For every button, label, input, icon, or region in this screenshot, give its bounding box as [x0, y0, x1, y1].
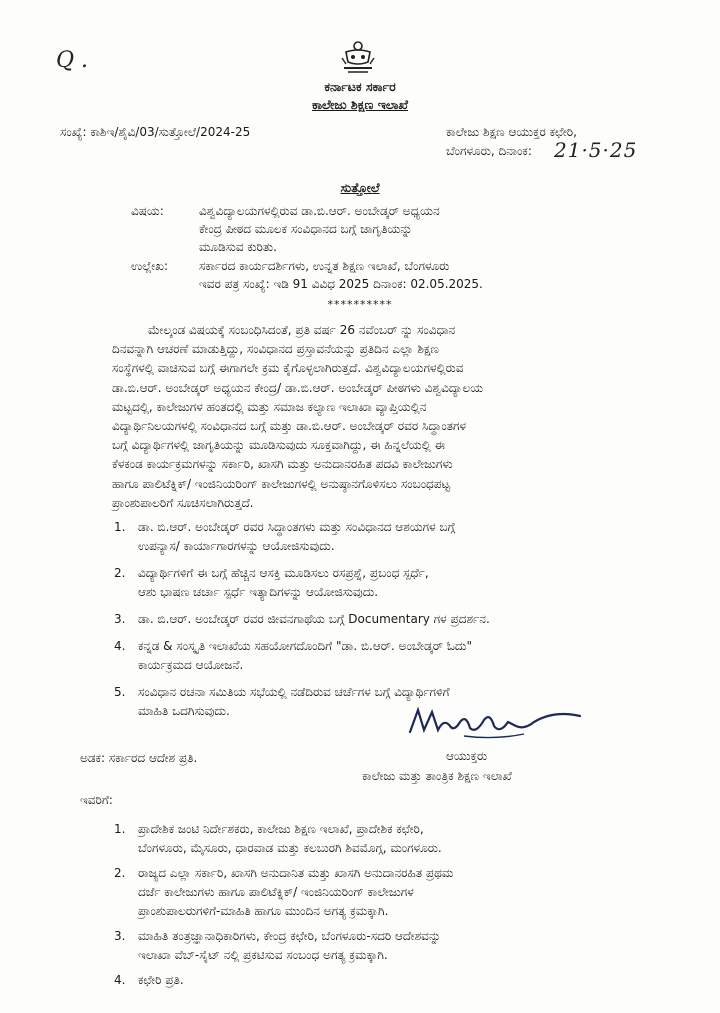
program-item-text: ಡಾ. ಬಿ.ಆರ್. ಅಂಬೇಡ್ಕರ್ ರವರ ಜೀವನಗಾಥೆಯ ಬಗ್ಗೆ Documentary ಗಳ ಪ್ರದರ್ಶನ.	[138, 612, 490, 626]
recipient-item-number: 1.	[114, 822, 126, 836]
body-line: ವಿದ್ಯಾರ್ಥಿನಿಲಯಗಳಲ್ಲಿ ಸಂವಿಧಾನದ ಬಗ್ಗೆ ಮತ್ತು ಡಾ.ಬಿ.ಆರ್. ಅಂಬೇಡ್ಕರ್ ರವರ ಸಿದ್ಧಾಂತಗಳ	[112, 419, 466, 433]
program-item-number: 3.	[114, 612, 126, 626]
signature-icon	[404, 700, 604, 744]
program-item-number: 5.	[114, 685, 126, 699]
program-item-text: ಕಾರ್ಯಕ್ರಮದ ಆಯೋಜನೆ.	[138, 658, 244, 672]
program-item-number: 2.	[114, 566, 126, 580]
program-item-text: ಆಶು ಭಾಷಣ ಚರ್ಚಾ ಸ್ಪರ್ಧೆ ಇತ್ಯಾದಿಗಳನ್ನು ಆಯೋಜಿಸುವುದು.	[138, 585, 379, 599]
program-item-text: ಉಪನ್ಯಾಸ/ ಕಾರ್ಯಾಗಾರಗಳನ್ನು ಆಯೋಜಿಸುವುದು.	[138, 539, 335, 553]
program-item-text: ಡಾ. ಬಿ.ಆರ್. ಅಂಬೇಡ್ಕರ್ ರವರ ಸಿದ್ಧಾಂತಗಳು ಮತ್ತು ಸಂವಿಧಾನದ ಆಶಯಗಳ ಬಗ್ಗೆ	[138, 520, 456, 534]
government-name: ಕರ್ನಾಟಕ ಸರ್ಕಾರ	[324, 79, 396, 94]
program-item-text: ಸಂವಿಧಾನ ರಚನಾ ಸಮಿತಿಯ ಸಭೆಯಲ್ಲಿ ನಡೆದಿರುವ ಚರ್ಚೆಗಳ ಬಗ್ಗೆ ವಿದ್ಯಾರ್ಥಿಗಳಿಗೆ	[138, 685, 450, 699]
circular-title: ಸುತ್ತೋಲೆ	[340, 180, 380, 195]
handwritten-date: 21·5·25	[554, 138, 638, 162]
recipient-item-text: ರಾಜ್ಯದ ಎಲ್ಲಾ ಸರ್ಕಾರಿ, ಖಾಸಗಿ ಅನುದಾನಿತ ಮತ್ತು ಖಾಸಗಿ ಅನುದಾನರಹಿತ ಪ್ರಥಮ	[138, 866, 454, 880]
subject-line-1: ವಿಶ್ವವಿದ್ಯಾಲಯಗಳಲ್ಲಿರುವ ಡಾ.ಬಿ.ಆರ್. ಅಂಬೇಡ್ಕರ್ ಅಧ್ಯಯನ	[199, 204, 440, 218]
subject-label: ವಿಷಯ:	[131, 204, 164, 218]
government-emblem-icon	[336, 38, 380, 78]
place-date-label: ಬೆಂಗಳೂರು, ದಿನಾಂಕ:	[446, 144, 532, 158]
recipient-item-text: ಇಲಾಖಾ ವೆಬ್-ಸೈಟ್ ನಲ್ಲಿ ಪ್ರಕಟಿಸುವ ಸಂಬಂಧ ಅಗತ್ಯ ಕ್ರಮಕ್ಕಾಗಿ.	[138, 948, 388, 962]
reference-label: ಉಲ್ಲೇಖ:	[131, 259, 169, 273]
recipient-item-number: 4.	[114, 973, 126, 987]
body-line: ಡಾ.ಬಿ.ಆರ್. ಅಂಬೇಡ್ಕರ್ ಅಧ್ಯಯನ ಕೇಂದ್ರ/ ಡಾ.ಬಿ.ಆರ್. ಅಂಬೇಡ್ಕರ್ ಪೀಠಗಳು ವಿಶ್ವವಿದ್ಯಾಲಯ	[112, 380, 484, 395]
subject-line-2: ಕೇಂದ್ರ ಪೀಠದ ಮೂಲಕ ಸಂವಿಧಾನದ ಬಗ್ಗೆ ಜಾಗೃತಿಯನ್ನು	[199, 222, 413, 236]
body-line: ಮಟ್ಟದಲ್ಲಿ, ಕಾಲೇಜುಗಳ ಹಂತದಲ್ಲಿ ಮತ್ತು ಸಮಾಜ ಕಲ್ಯಾಣ ಇಲಾಖಾ ವ್ಯಾಪ್ತಿಯಲ್ಲಿನ	[112, 399, 427, 414]
recipient-item-number: 3.	[114, 929, 126, 943]
program-item-number: 1.	[114, 520, 126, 534]
office-name: ಕಾಲೇಜು ಶಿಕ್ಷಣ ಆಯುಕ್ತರ ಕಛೇರಿ,	[446, 125, 577, 139]
program-item-text: ಕನ್ನಡ & ಸಂಸ್ಕೃತಿ ಇಲಾಖೆಯ ಸಹಯೋಗದೊಂದಿಗೆ "ಡಾ. ಬಿ.ಆರ್. ಅಂಬೇಡ್ಕರ್ ಓದು"	[138, 639, 473, 653]
signature-department: ಕಾಲೇಜು ಮತ್ತು ತಾಂತ್ರಿಕ ಶಿಕ್ಷಣ ಇಲಾಖೆ	[362, 769, 512, 783]
reference-line-2: ಇವರ ಪತ್ರ ಸಂಖ್ಯೆ: ಇಡಿ 91 ವಿವಿಧ 2025 ದಿನಾಂಕ: 02.05.2025.	[199, 277, 483, 291]
recipient-item-text: ಕಛೇರಿ ಪ್ರತಿ.	[138, 973, 184, 987]
body-line: ಪ್ರಾಂಶುಪಾಲರಿಗೆ ಸೂಚಿಸಲಾಗಿರುತ್ತದೆ.	[112, 495, 254, 510]
subject-line-3: ಮೂಡಿಸುವ ಕುರಿತು.	[199, 240, 277, 254]
enclosure: ಅಡಕ: ಸರ್ಕಾರದ ಆದೇಶ ಪ್ರತಿ.	[80, 751, 198, 765]
reference-line-1: ಸರ್ಕಾರದ ಕಾರ್ಯದರ್ಶಿಗಳು, ಉನ್ನತ ಶಿಕ್ಷಣ ಇಲಾಖೆ, ಬೆಂಗಳೂರು	[199, 259, 450, 273]
body-line: ಸಂಸ್ಥೆಗಳಲ್ಲಿ ವಾಚಿಸುವ ಬಗ್ಗೆ ಈಗಾಗಲೇ ಕ್ರಮ ಕೈಗೊಳ್ಳಲಾಗಿರುತ್ತದೆ. ವಿಶ್ವವಿದ್ಯಾಲಯಗಳಲ್ಲಿರುವ	[112, 361, 464, 376]
body-line: ಮೇಲ್ಕಂಡ ವಿಷಯಕ್ಕೆ ಸಂಬಂಧಿಸಿದಂತೆ, ಪ್ರತಿ ವರ್ಷ 26 ನವೆಂಬರ್ ನ್ನು ಸಂವಿಧಾನ	[148, 323, 456, 337]
program-item-number: 4.	[114, 639, 126, 653]
body-line: ಬಗ್ಗೆ ವಿದ್ಯಾರ್ಥಿಗಳಲ್ಲಿ ಜಾಗೃತಿಯನ್ನು ಮೂಡಿಸುವುದು ಸೂಕ್ತವಾಗಿದ್ದು, ಈ ಹಿನ್ನಲೆಯಲ್ಲಿ ಈ	[112, 438, 445, 453]
recipient-item-text: ಬೆಂಗಳೂರು, ಮೈಸೂರು, ಧಾರವಾಡ ಮತ್ತು ಕಲಬುರಗಿ ಶಿವಮೊಗ್ಗ, ಮಂಗಳೂರು.	[138, 841, 442, 855]
signature-designation: ಆಯುಕ್ತರು	[446, 749, 488, 763]
recipient-item-text: ದರ್ಜೆ ಕಾಲೇಜುಗಳು ಹಾಗೂ ಪಾಲಿಟೆಕ್ನಿಕ್/ ಇಂಜಿನಿಯರಿಂಗ್ ಕಾಲೇಜುಗಳ	[138, 885, 414, 899]
program-item-text: ವಿದ್ಯಾರ್ಥಿಗಳಿಗೆ ಈ ಬಗ್ಗೆ ಹೆಚ್ಚಿನ ಆಸಕ್ತಿ ಮೂಡಿಸಲು ರಸಪ್ರಶ್ನೆ, ಪ್ರಬಂಧ ಸ್ಪರ್ಧೆ,	[138, 566, 429, 580]
recipients-label: ಇವರಿಗೆ:	[80, 793, 113, 807]
recipient-item-text: ಮಾಹಿತಿ ತಂತ್ರಜ್ಞಾನಾಧಿಕಾರಿಗಳು, ಕೇಂದ್ರ ಕಛೇರಿ, ಬೆಂಗಳೂರು-ಸದರಿ ಆದೇಶವನ್ನು	[138, 929, 441, 943]
body-line: ಕೆಳಕಂಡ ಕಾರ್ಯಕ್ರಮಗಳನ್ನು ಸರ್ಕಾರಿ, ಖಾಸಗಿ ಮತ್ತು ಅನುದಾನರಹಿತ ಪದವಿ ಕಾಲೇಜುಗಳು	[112, 457, 453, 472]
reference-number: ಸಂಖ್ಯೆ: ಕಾಶಿಇ/ಶೈವಿ/03/ಸುತ್ತೋಲೆ/2024-25	[60, 125, 251, 139]
body-line: ದಿನವನ್ನಾಗಿ ಆಚರಣೆ ಮಾಡುತ್ತಿದ್ದು, ಸಂವಿಧಾನದ ಪ್ರಸ್ತಾವನೆಯನ್ನು ಪ್ರತಿದಿನ ಎಲ್ಲಾ ಶಿಕ್ಷಣ	[112, 342, 439, 357]
recipient-item-number: 2.	[114, 866, 126, 880]
program-item-text: ಮಾಹಿತಿ ಒದಗಿಸುವುದು.	[138, 704, 230, 718]
body-line: ಹಾಗೂ ಪಾಲಿಟೆಕ್ನಿಕ್/ ಇಂಜಿನಿಯರಿಂಗ್ ಕಾಲೇಜುಗಳಲ್ಲಿ ಅನುಷ್ಠಾನಗೊಳಿಸಲು ಸಂಬಂಧಪಟ್ಟ	[112, 476, 451, 491]
recipient-item-text: ಪ್ರಾಂಶುಪಾಲರುಗಳಿಗೆ-ಮಾಹಿತಿ ಹಾಗೂ ಮುಂದಿನ ಅಗತ್ಯ ಕ್ರಮಕ್ಕಾಗಿ.	[138, 904, 389, 918]
handwritten-mark: Q .	[56, 48, 89, 73]
separator: **********	[327, 298, 393, 311]
department-name: ಕಾಲೇಜು ಶಿಕ್ಷಣ ಇಲಾಖೆ	[311, 97, 409, 112]
recipient-item-text: ಪ್ರಾದೇಶಿಕ ಜಂಟಿ ನಿರ್ದೇಶಕರು, ಕಾಲೇಜು ಶಿಕ್ಷಣ ಇಲಾಖೆ, ಪ್ರಾದೇಶಿಕ ಕಛೇರಿ,	[138, 822, 424, 836]
